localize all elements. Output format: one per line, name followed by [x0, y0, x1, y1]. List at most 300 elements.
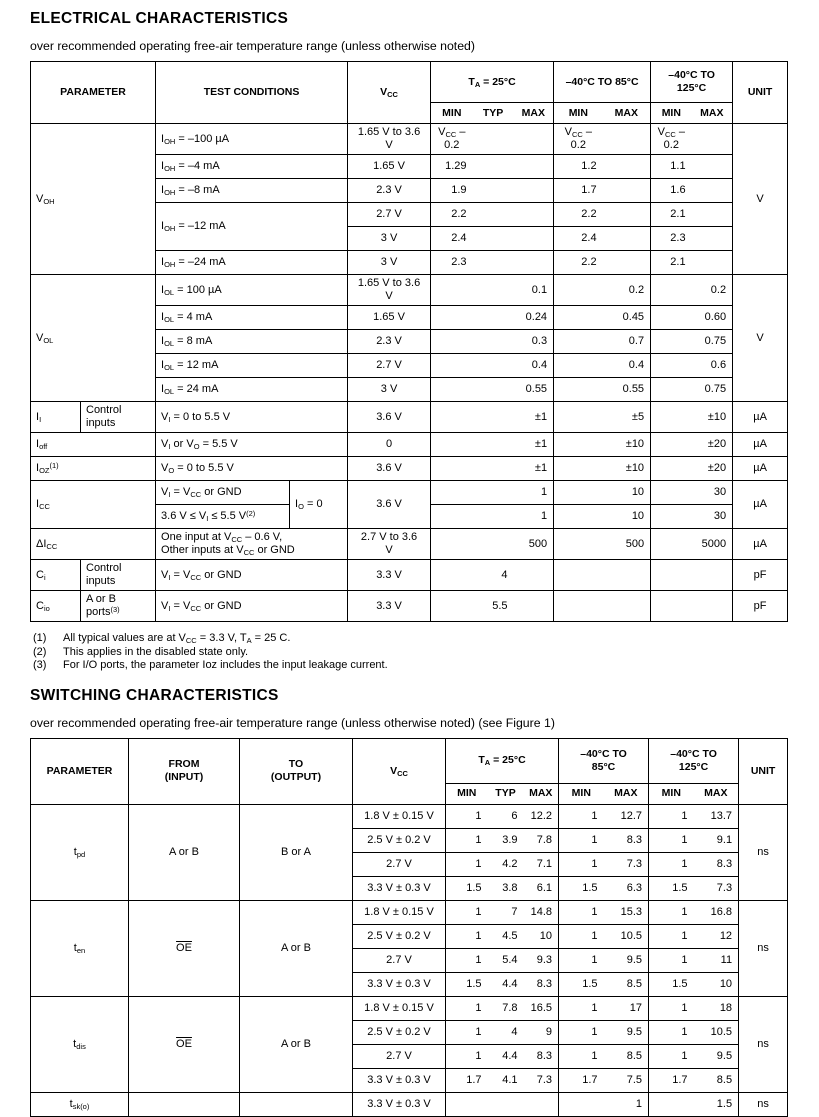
table-cell: $I_{OH} = -12$ mA	[156, 203, 348, 251]
rich-fragment: OZ	[39, 466, 50, 475]
header-cell: $T_A = 25^\circ C$	[431, 62, 554, 103]
rich-fragment: OH	[164, 260, 176, 269]
table-cell: $I_{OH} = -4$ mA	[156, 155, 348, 179]
table-cell	[473, 457, 514, 481]
table-cell	[554, 402, 603, 433]
table-cell: ±20	[692, 433, 733, 457]
table-cell	[473, 330, 514, 354]
table-cell	[431, 275, 473, 306]
table-cell	[431, 306, 473, 330]
header-cell: MAX	[514, 103, 554, 124]
table-cell: 1.7	[649, 1068, 694, 1092]
table-cell: 1.7	[446, 1068, 488, 1092]
table-cell	[129, 996, 240, 1092]
table-cell	[431, 402, 473, 433]
header-cell: –40°C TO 85°C	[559, 738, 649, 783]
table-cell: 6.3	[604, 876, 649, 900]
table-cell: 1.6	[651, 179, 692, 203]
table-cell: 7.3	[694, 876, 739, 900]
table-cell: 1.5	[649, 972, 694, 996]
footnote	[30, 646, 787, 658]
header-cell: –40°C TO 85°C	[554, 62, 651, 103]
table-cell	[473, 433, 514, 457]
table-cell: 10	[524, 924, 559, 948]
table-cell: 1	[446, 900, 488, 924]
table-cell: 9.5	[694, 1044, 739, 1068]
table-cell: 12.2	[524, 804, 559, 828]
rich-fragment: CC	[243, 548, 255, 557]
rich-fragment: CC	[190, 603, 202, 613]
table-cell: µA	[733, 481, 788, 529]
table-cell: ns	[739, 996, 788, 1092]
table-cell: 3.3 V ± 0.3 V	[353, 972, 446, 996]
table-cell	[651, 433, 692, 457]
table-cell: pF	[733, 560, 788, 591]
electrical-characteristics-table	[30, 61, 788, 622]
table-cell: 3.6 V	[348, 402, 431, 433]
table-cell: 0.2	[603, 275, 651, 306]
table-cell	[514, 155, 554, 179]
table-cell: 1	[446, 1020, 488, 1044]
rich-fragment: (2)	[246, 509, 256, 518]
param-ten: $t_{en}$	[31, 900, 129, 996]
table-cell: 7.1	[524, 852, 559, 876]
table-cell: 9.5	[604, 948, 649, 972]
table-cell: $V_I = 0$ to 5.5 V	[156, 402, 348, 433]
table-cell: V	[733, 275, 788, 402]
table-cell: 2.4	[431, 227, 473, 251]
param-tpd: $t_{pd}$	[31, 804, 129, 900]
table-cell: 0.7	[603, 330, 651, 354]
rich-fragment: I	[168, 490, 171, 499]
table-cell: 1.8 V ± 0.15 V	[353, 804, 446, 828]
table-cell: 3.8	[488, 876, 524, 900]
table-cell: $I_{OL} = 24$ mA	[156, 378, 348, 402]
table-cell	[431, 529, 473, 560]
table-cell: 1.8 V ± 0.15 V	[353, 996, 446, 1020]
rich-fragment: CC	[571, 130, 583, 139]
rich-fragment: I	[168, 442, 171, 451]
footnote-text: All typical values are at $V_{CC} = 3.3$ V, $T_A = 25$ C.	[63, 632, 291, 645]
param-vol: $V_{OL}$	[31, 275, 156, 402]
header-cell: PARAMETER	[31, 62, 156, 124]
rich-fragment: A	[484, 758, 491, 767]
footnote-text: For I/O ports, the parameter Ioz includes the input leakage current.	[63, 658, 388, 671]
param-ci: $C_i$	[31, 560, 81, 591]
table-cell: 1.5	[446, 972, 488, 996]
table-cell: 2.5 V ± 0.2 V	[353, 828, 446, 852]
table-cell: $V_I = V_{CC}$ or GND	[156, 591, 348, 622]
table-cell	[473, 155, 514, 179]
table-cell: 1.65 V to 3.6 V	[348, 124, 431, 155]
table-cell: 1.9	[431, 179, 473, 203]
table-cell: 500	[603, 529, 651, 560]
table-cell: 2.3	[431, 251, 473, 275]
table-cell: A or B ports$^{(3)}$	[81, 591, 156, 622]
table-cell: 0.6	[692, 354, 733, 378]
header-cell: $T_A = 25^\circ C$	[446, 738, 559, 783]
table-row	[31, 591, 788, 622]
table-cell: 1.5	[694, 1092, 739, 1116]
table-cell	[692, 591, 733, 622]
table-cell: 9.3	[524, 948, 559, 972]
footnotes	[30, 632, 787, 671]
table-cell: 10	[603, 505, 651, 529]
table-cell: V	[733, 124, 788, 275]
param-tsko: $t_{sk(o)}$	[31, 1092, 129, 1116]
rich-fragment: CC	[185, 636, 197, 645]
table-cell: 4.1	[488, 1068, 524, 1092]
header-cell: $V_{CC}$	[348, 62, 431, 124]
table-row	[31, 560, 788, 591]
table-cell: pF	[733, 591, 788, 622]
param-ioff: $I_{off}$	[31, 433, 156, 457]
table-cell: 3.6 V	[348, 457, 431, 481]
table-row	[31, 804, 788, 828]
table-cell: 1	[446, 852, 488, 876]
table-cell: 1	[559, 1020, 604, 1044]
rich-fragment: sk(o)	[72, 1101, 90, 1111]
table-cell: $V_I$ or $V_O = 5.5$ V	[156, 433, 348, 457]
table-cell	[446, 1092, 488, 1116]
table-cell: 2.3 V	[348, 330, 431, 354]
table-cell: ns	[739, 1092, 788, 1116]
table-cell: 2.1	[651, 203, 692, 227]
table-cell	[554, 378, 603, 402]
header-cell: TO (OUTPUT)	[240, 738, 353, 804]
table-cell: 1.7	[554, 179, 603, 203]
header-cell: FROM (INPUT)	[129, 738, 240, 804]
table-cell: 500	[514, 529, 554, 560]
header-cell: TYP	[488, 783, 524, 804]
table-cell	[473, 505, 514, 529]
table-cell	[603, 591, 651, 622]
table-cell	[473, 275, 514, 306]
rich-fragment: O	[168, 466, 175, 475]
table-cell: µA	[733, 402, 788, 433]
table-cell: 1.7	[559, 1068, 604, 1092]
table-cell	[554, 433, 603, 457]
table-cell: 2.7 V	[353, 1044, 446, 1068]
table-cell	[554, 591, 603, 622]
rich-fragment: A	[474, 79, 481, 89]
table-cell: 1.5	[446, 876, 488, 900]
table-cell	[431, 591, 473, 622]
table-cell: ±10	[603, 433, 651, 457]
table-cell: 2.5 V ± 0.2 V	[353, 924, 446, 948]
table-cell	[692, 179, 733, 203]
header-cell: TEST CONDITIONS	[156, 62, 348, 124]
table-cell	[554, 306, 603, 330]
table-cell: ±10	[603, 457, 651, 481]
rich-fragment: OL	[164, 339, 175, 348]
table-cell	[473, 481, 514, 505]
table-cell: 1	[649, 948, 694, 972]
table-cell: 1	[446, 1044, 488, 1068]
table-cell: 7.3	[524, 1068, 559, 1092]
table-cell	[603, 179, 651, 203]
table-cell	[651, 354, 692, 378]
table-cell: One input at $V_{CC} - 0.6$ V, Other inputs at $V_{CC}$ or GND	[156, 529, 348, 560]
table-cell: 3.3 V ± 0.3 V	[353, 1092, 446, 1116]
table-cell: 16.5	[524, 996, 559, 1020]
table-cell	[473, 306, 514, 330]
rich-fragment: OH	[164, 224, 176, 233]
table-cell	[554, 529, 603, 560]
rich-fragment: O	[193, 442, 200, 451]
table-row	[31, 996, 788, 1020]
rich-fragment: CC	[39, 502, 50, 511]
switching-section-title: SWITCHING CHARACTERISTICS	[30, 686, 279, 704]
table-cell	[651, 330, 692, 354]
table-cell: 7.5	[604, 1068, 649, 1092]
table-cell	[559, 1092, 604, 1116]
table-cell: 4.2	[488, 852, 524, 876]
header-cell: MIN	[651, 103, 692, 124]
table-cell	[473, 124, 514, 155]
table-cell: 3 V	[348, 378, 431, 402]
header-cell: MAX	[603, 103, 651, 124]
param-voh: $V_{OH}$	[31, 124, 156, 275]
table-cell	[651, 275, 692, 306]
table-cell	[651, 591, 692, 622]
table-cell	[603, 155, 651, 179]
table-cell: 0.24	[514, 306, 554, 330]
rich-fragment: en	[76, 945, 86, 955]
table-cell	[431, 505, 473, 529]
table-cell: 1	[559, 1044, 604, 1068]
table-cell: 10.5	[604, 924, 649, 948]
footnote	[30, 632, 787, 645]
table-cell	[473, 251, 514, 275]
rich-fragment: io	[43, 603, 50, 613]
table-cell: 1.5	[559, 972, 604, 996]
table-cell: 1	[514, 505, 554, 529]
param-delta-icc: $\Delta I_{CC}$	[31, 529, 156, 560]
table-cell: ±10	[692, 402, 733, 433]
table-cell	[473, 378, 514, 402]
table-cell	[651, 529, 692, 560]
rich-fragment: CC	[231, 535, 243, 544]
rich-fragment: O	[298, 502, 304, 511]
table-cell	[514, 227, 554, 251]
rich-fragment: I	[39, 414, 42, 424]
table-cell: 1.5	[649, 876, 694, 900]
table-cell	[554, 354, 603, 378]
table-cell: 4.5	[488, 924, 524, 948]
table-cell	[651, 560, 692, 591]
table-cell: 1	[446, 996, 488, 1020]
table-cell: $V_{CC}$ – 0.2	[431, 124, 473, 155]
table-cell: 2.2	[554, 251, 603, 275]
table-cell: $I_O = 0$	[290, 481, 348, 529]
rich-fragment: I	[168, 414, 171, 424]
table-cell: 1	[559, 924, 604, 948]
table-cell: 1	[649, 900, 694, 924]
header-cell: MAX	[524, 783, 559, 804]
table-cell: 5.5	[473, 591, 514, 622]
table-cell: 2.3	[651, 227, 692, 251]
table-cell: 10.5	[694, 1020, 739, 1044]
table-cell: 1	[559, 804, 604, 828]
header-cell: $V_{CC}$	[353, 738, 446, 804]
table-cell	[651, 481, 692, 505]
table-cell: 14.8	[524, 900, 559, 924]
table-cell	[692, 124, 733, 155]
table-cell: 0.60	[692, 306, 733, 330]
table-row	[31, 457, 788, 481]
rich-fragment: CC	[46, 541, 58, 551]
table-cell: $V_{CC}$ – 0.2	[651, 124, 692, 155]
header-cell: MIN	[649, 783, 694, 804]
table-cell: ns	[739, 900, 788, 996]
table-cell: 8.5	[604, 1044, 649, 1068]
table-cell: 3.9	[488, 828, 524, 852]
table-cell: 1.5	[559, 876, 604, 900]
table-cell	[692, 251, 733, 275]
table-cell	[603, 124, 651, 155]
table-cell: 1	[649, 804, 694, 828]
table-cell: 2.7 V	[348, 354, 431, 378]
table-row	[31, 402, 788, 433]
table-row	[31, 900, 788, 924]
table-cell: 6	[488, 804, 524, 828]
table-cell: 1.65 V	[348, 306, 431, 330]
table-cell	[651, 505, 692, 529]
table-cell	[473, 179, 514, 203]
table-cell	[473, 227, 514, 251]
table-cell	[473, 203, 514, 227]
table-cell: 0.4	[603, 354, 651, 378]
table-cell	[603, 203, 651, 227]
table-cell	[431, 457, 473, 481]
table-cell: 2.1	[651, 251, 692, 275]
table-cell: B or A	[240, 804, 353, 900]
table-cell: $V_{CC}$ – 0.2	[554, 124, 603, 155]
header-cell: PARAMETER	[31, 738, 129, 804]
table-cell	[473, 354, 514, 378]
table-cell	[554, 560, 603, 591]
header-cell: UNIT	[733, 62, 788, 124]
rich-fragment: off	[39, 442, 48, 451]
table-cell: 1	[649, 996, 694, 1020]
table-cell	[554, 481, 603, 505]
table-cell: 1	[514, 481, 554, 505]
table-cell	[651, 457, 692, 481]
table-cell: 8.3	[524, 1044, 559, 1068]
rich-fragment: OL	[164, 315, 175, 324]
rich-fragment: (1)	[49, 461, 59, 470]
table-cell	[514, 560, 554, 591]
table-row	[31, 275, 788, 306]
table-cell: ns	[739, 804, 788, 900]
table-cell: µA	[733, 433, 788, 457]
table-cell: 2.3 V	[348, 179, 431, 203]
rich-fragment: CC	[387, 90, 398, 99]
footnote-text: This applies in the disabled state only.	[63, 645, 249, 658]
table-cell: µA	[733, 457, 788, 481]
table-cell	[514, 124, 554, 155]
table-cell	[129, 900, 240, 996]
rich-fragment: I	[168, 603, 171, 613]
rich-fragment: $\overline{OE}$	[176, 1037, 192, 1050]
table-cell	[488, 1092, 524, 1116]
table-cell: 1	[446, 924, 488, 948]
table-cell	[514, 251, 554, 275]
table-cell	[431, 560, 473, 591]
table-cell: 1	[649, 1020, 694, 1044]
table-cell	[603, 251, 651, 275]
table-cell	[692, 560, 733, 591]
param-icc: $I_{CC}$	[31, 481, 156, 529]
table-cell: 0.3	[514, 330, 554, 354]
table-cell	[603, 227, 651, 251]
table-cell: 7.8	[488, 996, 524, 1020]
rich-fragment: OL	[164, 387, 175, 396]
table-cell: 13.7	[694, 804, 739, 828]
param-ii: $I_I$	[31, 402, 81, 433]
table-cell: 0.45	[603, 306, 651, 330]
rich-fragment: CC	[664, 130, 676, 139]
table-cell: 1.29	[431, 155, 473, 179]
table-cell: 2.4	[554, 227, 603, 251]
table-cell	[554, 505, 603, 529]
table-cell: 8.3	[604, 828, 649, 852]
table-cell: 1.8 V ± 0.15 V	[353, 900, 446, 924]
table-cell: 6.1	[524, 876, 559, 900]
table-cell: 3.6 $V \le V_I \le 5.5$ $V^{(2)}$	[156, 505, 290, 529]
table-cell: 12	[694, 924, 739, 948]
table-row	[31, 529, 788, 560]
table-cell: 7	[488, 900, 524, 924]
table-cell	[431, 354, 473, 378]
table-cell: 9.5	[604, 1020, 649, 1044]
table-cell: 3 V	[348, 251, 431, 275]
table-cell: A or B	[129, 804, 240, 900]
table-cell: 1	[446, 948, 488, 972]
table-cell	[514, 591, 554, 622]
table-cell: ±1	[514, 433, 554, 457]
table-cell: $I_{OH} = -8$ mA	[156, 179, 348, 203]
header-cell: MAX	[694, 783, 739, 804]
table-cell: 0.55	[514, 378, 554, 402]
table-cell: 2.2	[554, 203, 603, 227]
param-tdis: $t_{dis}$	[31, 996, 129, 1092]
table-cell: 1	[446, 804, 488, 828]
table-cell	[554, 330, 603, 354]
table-cell	[651, 306, 692, 330]
footnote	[30, 659, 787, 671]
table-cell	[431, 330, 473, 354]
table-cell: 1.65 V to 3.6 V	[348, 275, 431, 306]
footnote-number: (3)	[33, 658, 47, 671]
rich-fragment: OL	[43, 335, 54, 345]
table-cell: 3.3 V ± 0.3 V	[353, 876, 446, 900]
header-row	[31, 62, 788, 103]
table-cell	[649, 1092, 694, 1116]
table-cell	[514, 203, 554, 227]
table-cell: 5000	[692, 529, 733, 560]
table-cell: 1	[559, 900, 604, 924]
table-cell: 1.1	[651, 155, 692, 179]
rich-fragment: OH	[164, 164, 176, 173]
table-cell	[651, 402, 692, 433]
table-cell: 30	[692, 481, 733, 505]
table-cell	[431, 433, 473, 457]
table-row	[31, 124, 788, 155]
table-cell: 2.2	[431, 203, 473, 227]
table-cell: 11	[694, 948, 739, 972]
